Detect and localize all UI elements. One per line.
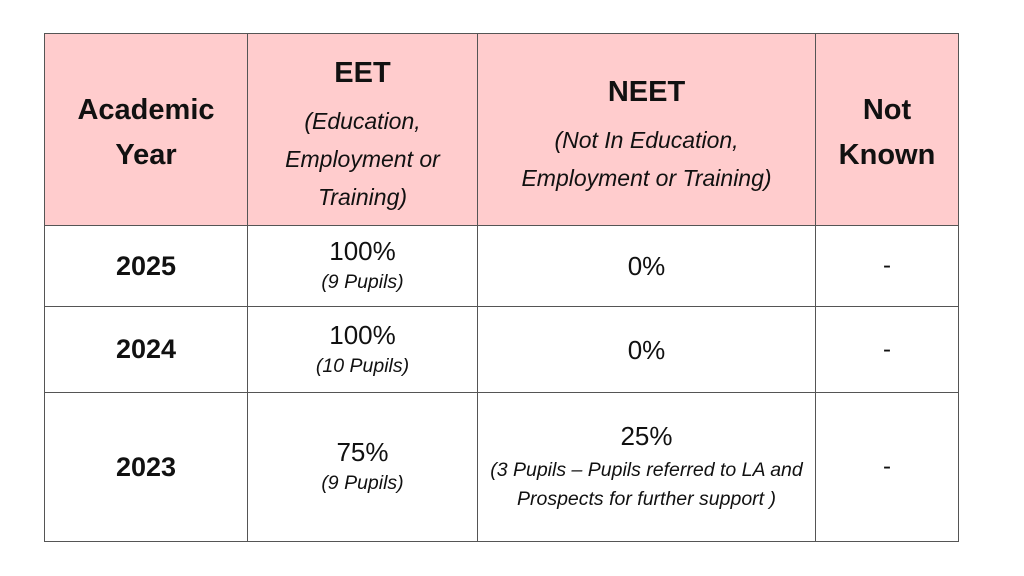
table-row: [45, 393, 959, 542]
header-title: Academic Year: [77, 94, 215, 171]
table-row: [45, 307, 959, 393]
header-subtitle: (Not In Education, Employment or Training): [521, 126, 772, 191]
neet-cell: [478, 307, 816, 393]
eet-cell: [248, 226, 478, 307]
not-known-cell: [816, 393, 959, 542]
header-title: Not Known: [838, 94, 936, 171]
neet-note: (3 Pupils – Pupils referred to LA and Prospects for further support ): [490, 459, 803, 510]
eet-note: (9 Pupils): [321, 271, 404, 293]
not-known-value: -: [883, 453, 891, 480]
outcomes-table: [44, 33, 959, 542]
eet-percent: 75%: [336, 437, 389, 467]
neet-cell: [478, 226, 816, 307]
eet-percent: 100%: [329, 236, 396, 266]
year-label: 2025: [115, 250, 177, 281]
year-cell: [45, 393, 248, 542]
neet-percent: 0%: [627, 334, 666, 365]
eet-cell: [248, 307, 478, 393]
header-title: EET: [334, 56, 391, 89]
table-body: [45, 226, 959, 542]
header-subtitle: (Education, Employment or Training): [285, 107, 440, 210]
table-header: [45, 34, 959, 226]
eet-cell: [248, 393, 478, 542]
eet-percent: 100%: [329, 319, 396, 350]
neet-percent: 25%: [620, 421, 673, 451]
year-label: 2024: [115, 334, 177, 364]
header-eet: [248, 34, 478, 226]
not-known-value: -: [883, 335, 891, 363]
not-known-cell: [816, 307, 959, 393]
neet-percent: 0%: [627, 251, 666, 281]
header-not-known: [816, 34, 959, 226]
eet-note: (10 Pupils): [315, 354, 410, 377]
table-row: [45, 226, 959, 307]
neet-cell: [478, 393, 816, 542]
not-known-cell: [816, 226, 959, 307]
header-neet: [478, 34, 816, 226]
year-cell: [45, 226, 248, 307]
eet-note: (9 Pupils): [321, 472, 404, 494]
year-cell: [45, 307, 248, 393]
year-label: 2023: [115, 451, 177, 482]
header-academic-year: [45, 34, 248, 226]
not-known-value: -: [883, 252, 891, 279]
header-title: NEET: [607, 75, 686, 108]
